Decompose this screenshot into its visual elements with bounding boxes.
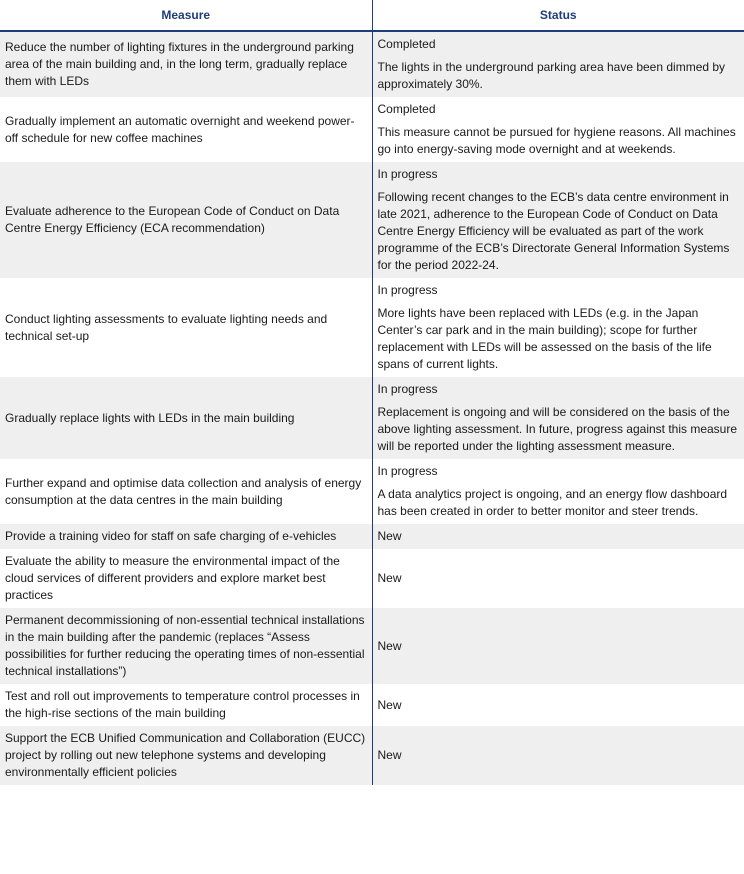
measure-cell: Conduct lighting assessments to evaluate lighting needs and technical set-up [0, 278, 372, 377]
table-row [0, 31, 744, 97]
measure-cell: Provide a training video for staff on safe charging of e-vehicles [0, 524, 372, 549]
measure-cell: Further expand and optimise data collection and analysis of energy consumption at the data centres in the main building [0, 459, 372, 524]
status-cell [372, 726, 744, 785]
status-label: New [377, 529, 402, 543]
table-row [0, 459, 744, 524]
measure-cell: Gradually implement an automatic overnight and weekend power-off schedule for new coffee machines [0, 97, 372, 162]
status-cell [372, 459, 744, 524]
measure-cell: Evaluate adherence to the European Code of Conduct on Data Centre Energy Efficiency (ECA recommendation) [0, 162, 372, 278]
table-body [0, 31, 744, 785]
status-cell [372, 162, 744, 278]
status-detail: Replacement is ongoing and will be considered on the basis of the above lighting assessment. In future, progress against this measure will be reported under the lighting assessment measure. [377, 405, 738, 453]
table-row [0, 377, 744, 459]
table-row [0, 278, 744, 377]
measure-cell: Support the ECB Unified Communication and Collaboration (EUCC) project by rolling out new telephone systems and developing environmentally efficient policies [0, 726, 372, 785]
status-label: In progress [377, 167, 438, 181]
measure-column-header: Measure [0, 0, 372, 31]
table-row [0, 608, 744, 684]
status-detail: A data analytics project is ongoing, and an energy flow dashboard has been created in order to better monitor and steer trends. [377, 487, 728, 518]
status-cell [372, 549, 744, 608]
measure-cell: Test and roll out improvements to temperature control processes in the high-rise sections of the main building [0, 684, 372, 726]
status-detail: This measure cannot be pursued for hygiene reasons. All machines go into energy-saving mode overnight and at weekends. [377, 125, 736, 156]
status-label: New [377, 638, 402, 653]
status-detail: More lights have been replaced with LEDs (e.g. in the Japan Center’s car park and in the main building); scope for further replacement with LEDs will be assessed on the basis of the life spans of current lights. [377, 306, 712, 371]
status-detail: The lights in the underground parking area have been dimmed by approximately 30%. [377, 60, 726, 91]
status-label: In progress [377, 283, 438, 297]
table-header-row [0, 0, 744, 31]
status-cell [372, 31, 744, 97]
measure-cell: Reduce the number of lighting fixtures in the underground parking area of the main building and, in the long term, gradually replace them with LEDs [0, 31, 372, 97]
table-row [0, 726, 744, 785]
status-cell [372, 97, 744, 162]
status-column-header: Status [372, 0, 744, 31]
status-label: In progress [377, 464, 438, 478]
measure-cell: Gradually replace lights with LEDs in the main building [0, 377, 372, 459]
status-label: New [377, 571, 402, 585]
status-label: New [377, 697, 402, 712]
status-label: Completed [377, 102, 436, 116]
status-cell [372, 608, 744, 684]
table-row [0, 549, 744, 608]
status-cell [372, 684, 744, 726]
measure-cell: Evaluate the ability to measure the environmental impact of the cloud services of different providers and explore market best practices [0, 549, 372, 608]
table-row [0, 524, 744, 549]
status-cell [372, 524, 744, 549]
status-detail: Following recent changes to the ECB’s data centre environment in late 2021, adherence to the European Code of Conduct on Data Centre Energy Efficiency will be evaluated as part of the work programme of the ECB’s Directorate General Information Systems for the period 2022-24. [377, 190, 730, 272]
status-label: In progress [377, 382, 438, 396]
status-label: Completed [377, 37, 436, 51]
table-row [0, 162, 744, 278]
status-cell [372, 278, 744, 377]
status-cell [372, 377, 744, 459]
status-label: New [377, 748, 402, 762]
table-row [0, 97, 744, 162]
measure-cell: Permanent decommissioning of non-essential technical installations in the main building after the pandemic (replaces “Assess possibilities for further reducing the operating times of non-essential technical installations”) [0, 608, 372, 684]
table-row [0, 684, 744, 726]
